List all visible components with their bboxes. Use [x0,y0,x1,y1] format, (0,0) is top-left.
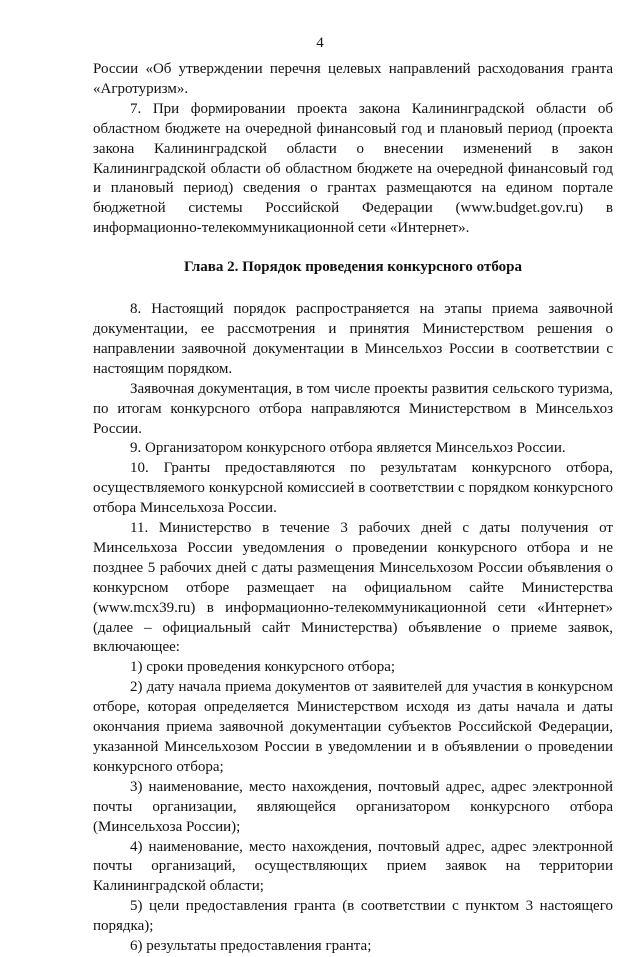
section-chapter-2 [93,300,613,957]
paragraph: 7. При формировании проекта закона Калининградской области об областном бюджете на очередной финансовый год и плановый период (проекта закона Калининградской области о внесении изменений в закон Калининградской области об областном бюджете на очередной финансовый год и плановый период) сведения о грантах размещаются на едином портале бюджетной системы Российской Федерации (www.budget.gov.ru) в информационно-телекоммуникационной сети «Интернет». [93,100,613,237]
paragraph: 9. Организатором конкурсного отбора является Минсельхоз России. [130,440,566,457]
paragraph: 3) наименование, место нахождения, почтовый адрес, адрес электронной почты организации, являющейся организатором конкурсного отбора (Минсельхоза России); [93,778,613,835]
paragraph: 10. Гранты предоставляются по результатам конкурсного отбора, осуществляемого конкурсной комиссией в соответствии с порядком конкурсного отбора Минсельхоза России. [93,460,613,517]
paragraph: 8. Настоящий порядок распространяется на этапы приема заявочной документации, ее рассмотрения и принятия Министерством решения о направлении заявочной документации в Минсельхоз России в соответствии с настоящим порядком. [93,301,613,377]
paragraph: 1) сроки проведения конкурсного отбора; [130,659,396,676]
paragraph: 5) цели предоставления гранта (в соответствии с пунктом 3 настоящего порядка); [93,898,613,935]
section-intro [93,60,613,239]
document-body [93,60,613,957]
paragraph: 4) наименование, место нахождения, почтовый адрес, адрес электронной почты организаций, осуществляющих прием заявок на территории Калининградской области; [93,838,613,895]
paragraph: России «Об утверждении перечня целевых направлений расходования гранта «Агротуризм». [93,61,613,97]
page-number: 4 [316,35,324,51]
paragraph: Заявочная документация, в том числе проекты развития сельского туризма, по итогам конкурсного отбора направляются Министерством в Минсельхоз России. [93,380,613,437]
paragraph: 2) дату начала приема документов от заявителей для участия в конкурсном отборе, которая определяется Министерством исходя из даты начала и даты окончания приема заявочной документации субъектов Российской Федерации, указанной Минсельхозом России в уведомлении и в объявлении о проведении конкурсного отбора; [93,679,613,775]
paragraph: 6) результаты предоставления гранта; [130,938,372,955]
chapter-title: Глава 2. Порядок проведения конкурсного отбора [184,259,522,276]
paragraph: 11. Министерство в течение 3 рабочих дней с даты получения от Минсельхоза России уведомления о проведении конкурсного отбора и не позднее 5 рабочих дней с даты размещения Минсельхозом России объявления о конкурсном отборе размещает на официальном сайте Министерства (www.mcx39.ru) в информационно-телекоммуникационной сети «Интернет» (далее – официальный сайт Министерства) объявление о приеме заявок, включающее: [93,520,613,656]
